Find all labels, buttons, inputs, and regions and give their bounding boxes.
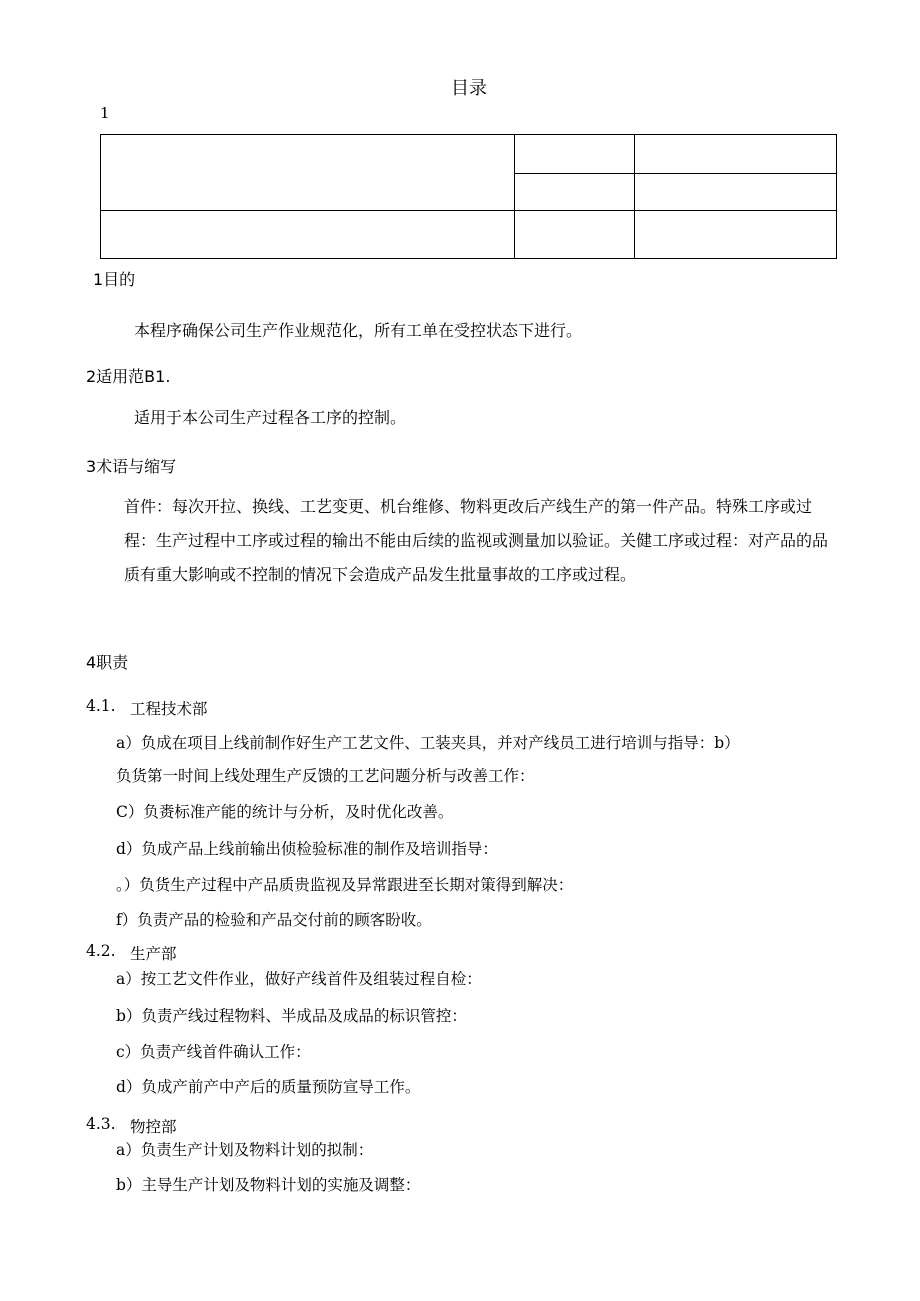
list-item: 负货第一时间上线处理生产反馈的工艺问题分析与改善工作： <box>116 767 535 785</box>
toc-cell <box>635 211 837 259</box>
toc-cell <box>635 174 837 211</box>
list-item: c）负责产线首件确认工作： <box>116 1043 311 1061</box>
list-item: d）负成产前产中产后的质量预防宣导工作。 <box>116 1078 421 1096</box>
list-item: b）负责产线过程物料、半成品及成品的标识管控： <box>116 1007 467 1025</box>
toc-number: 1 <box>100 104 110 122</box>
purpose-text: 本程序确保公司生产作业规范化，所有工单在受控状态下进行。 <box>134 321 583 340</box>
subsection-number: 4.2. <box>86 942 116 960</box>
toc-cell <box>515 135 635 174</box>
subsection-title: 工程技术部 <box>130 700 208 718</box>
toc-cell <box>101 135 515 211</box>
subsection-title: 生产部 <box>130 945 177 963</box>
terms-text: 首件：每次开拉、换线、工艺变更、机台维修、物料更改后产线生产的第一件产品。特殊工序或过程：生产过程中工序或过程的输出不能由后续的监视或测量加以验证。关健工序或过程：对产品的品质有重大影响或不控制的情况下会造成产品发生批量事故的工序或过程。 <box>124 497 829 584</box>
list-item: d）负成产品上线前输出侦检验标准的制作及培训指导： <box>116 840 498 858</box>
toc-cell <box>515 211 635 259</box>
scope-text: 适用于本公司生产过程各工序的控制。 <box>134 408 407 427</box>
subsection-number: 4.1. <box>86 697 116 715</box>
section-heading-duties: 4职责 <box>86 653 129 672</box>
section-heading-terms: 3术语与缩写 <box>86 457 177 476</box>
section-heading-purpose: 1目的 <box>93 270 136 289</box>
subsection-number: 4.3. <box>86 1115 116 1133</box>
list-item: a）负责生产计划及物料计划的拟制： <box>116 1141 374 1159</box>
toc-table <box>100 134 837 259</box>
list-item: b）主导生产计划及物料计划的实施及调整： <box>116 1176 421 1194</box>
list-item: f）负责产品的检验和产品交付前的顾客盼收。 <box>116 911 432 929</box>
toc-cell <box>515 174 635 211</box>
page-title: 目录 <box>451 78 487 99</box>
list-item: 。）负货生产过程中产品质贵监视及异常跟进至长期对策得到解决： <box>116 876 574 894</box>
section-heading-scope: 2适用范B1. <box>86 367 171 386</box>
list-item: a）按工艺文件作业，做好产线首件及组装过程自检： <box>116 970 482 988</box>
list-item: C）负赉标准产能的统计与分析，及时优化改善。 <box>116 803 454 821</box>
subsection-title: 物控部 <box>130 1118 177 1136</box>
list-item: a）负成在项目上线前制作好生产工艺文件、工装夹具，并对产线员工进行培训与指导：b） <box>116 734 740 752</box>
toc-cell <box>101 211 515 259</box>
toc-cell <box>635 135 837 174</box>
